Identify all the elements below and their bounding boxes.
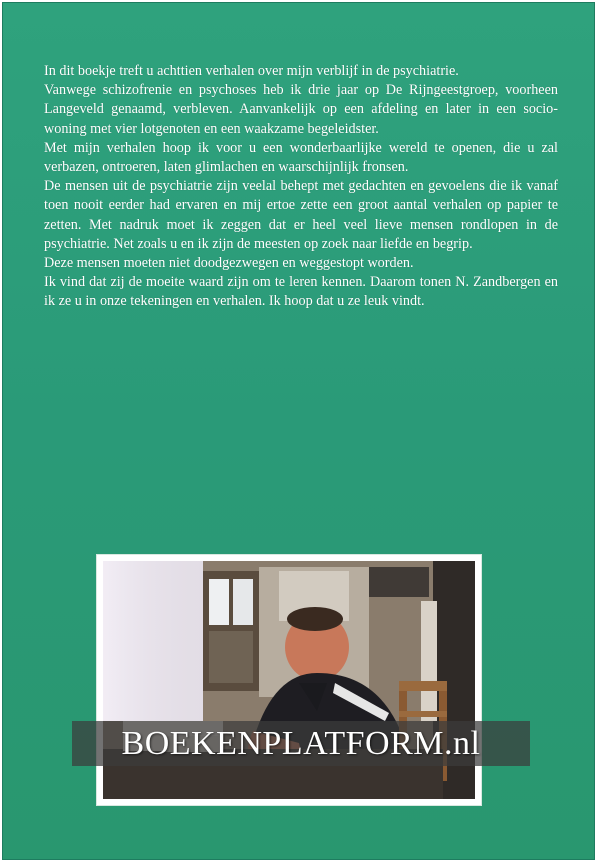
blurb-paragraph-2: Vanwege schizofrenie en psychoses heb ik drie jaar op De Rijngeestgroep, voorheen Langeveld genaamd, verbleven. Aanvankelijk op een afdeling en later in een socio-woning met vier lotgenoten en een waakzame begeleidster. bbox=[44, 82, 558, 137]
blurb-paragraph-3: Met mijn verhalen hoop ik voor u een wonderbaarlijke wereld te openen, die u zal verbazen, ontroeren, laten glimlachen en waarschijnlijk fronsen. bbox=[44, 139, 558, 176]
blurb-paragraph-5: Deze mensen moeten niet doodgezwegen en weggestopt worden. bbox=[44, 255, 414, 272]
blurb-text bbox=[44, 62, 558, 312]
blurb-paragraph-4: De mensen uit de psychiatrie zijn veelal behept met gedachten en gevoelens die ik vanaf toen nooit eerder had ervaren en mij ertoe zette een groot aantal verhalen op papier te zetten. Met nadruk moet ik zeggen dat er heel veel lieve mensen rondlopen in de psychiatrie. Net zoals u en ik zijn de meesten op zoek naar liefde en begrip. bbox=[44, 178, 558, 252]
blurb-paragraph-6: Ik vind dat zij de moeite waard zijn om te leren kennen. Daarom tonen N. Zandbergen en ik ze u in onze tekeningen en verhalen. Ik hoop dat u ze leuk vindt. bbox=[44, 274, 558, 310]
blurb-paragraph-1: In dit boekje treft u achttien verhalen over mijn verblijf in de psychiatrie. bbox=[44, 63, 459, 79]
back-cover bbox=[2, 2, 595, 860]
author-photo-frame bbox=[96, 554, 482, 806]
watermark-banner bbox=[72, 721, 530, 766]
watermark-logo: BOEKENPLATFORM.nl bbox=[121, 725, 481, 762]
